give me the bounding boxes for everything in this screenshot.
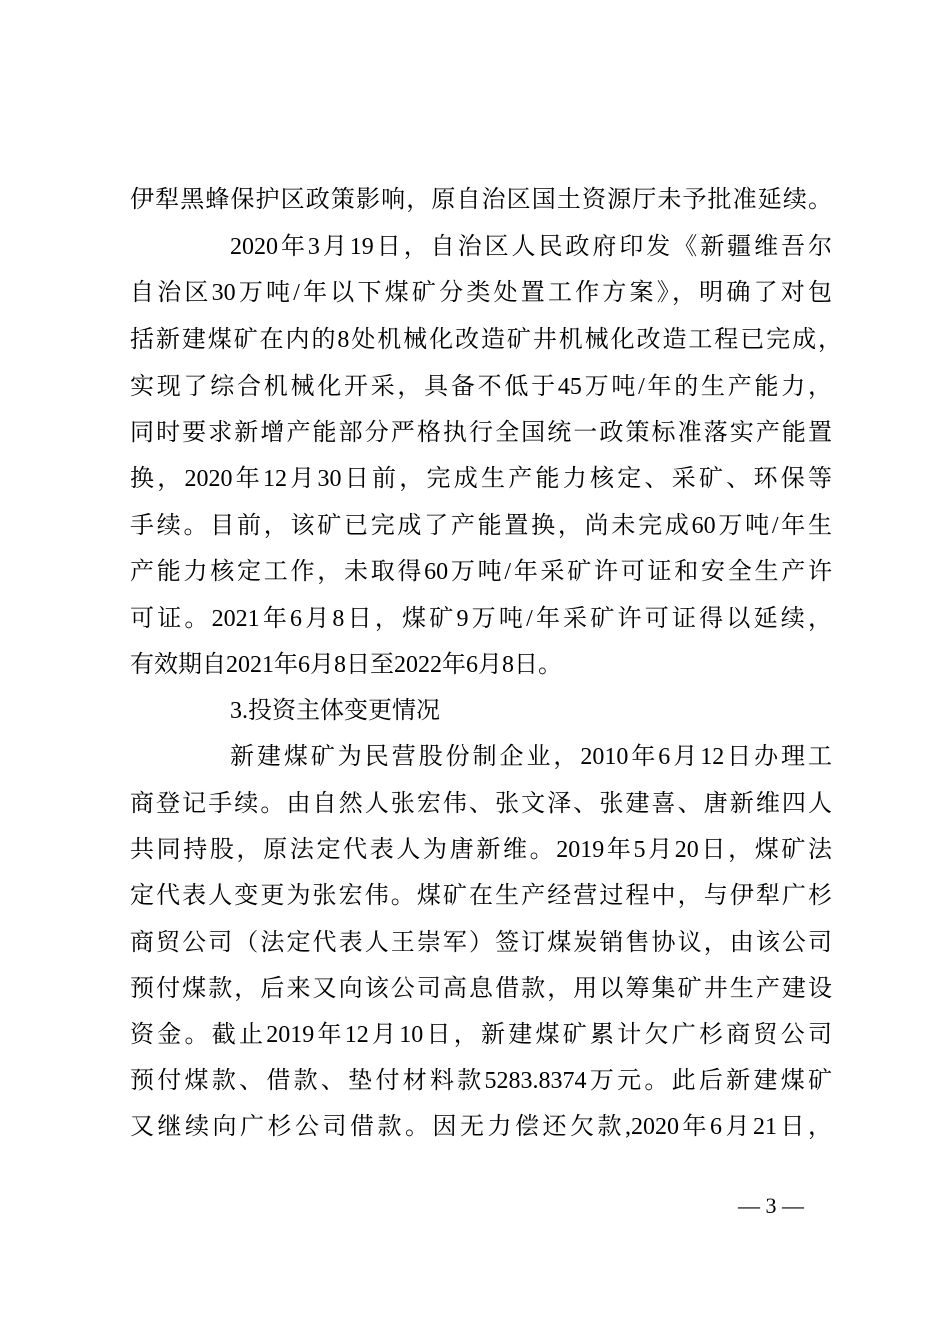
text-line: 2020年3月19日，自治区人民政府印发《新疆维吾尔 <box>230 234 832 260</box>
text-line: 手续。目前，该矿已完成了产能置换，尚未完成60万吨/年生 <box>130 513 832 539</box>
text-line: 预付煤款、借款、垫付材料款5283.8374万元。此后新建煤矿 <box>130 1068 832 1094</box>
page-number: — 3 — <box>738 1193 804 1218</box>
text-line: 定代表人变更为张宏伟。煤矿在生产经营过程中，与伊犁广杉 <box>130 883 832 909</box>
section-heading: 3.投资主体变更情况 <box>230 698 440 724</box>
text-line: 同时要求新增产能部分严格执行全国统一政策标准落实产能置 <box>130 420 832 446</box>
text-line: 换，2020年12月30日前，完成生产能力核定、采矿、环保等 <box>130 466 832 492</box>
text-line: 预付煤款，后来又向该公司高息借款，用以筹集矿井生产建设 <box>130 976 832 1002</box>
text-line: 商登记手续。由自然人张宏伟、张文泽、张建喜、唐新维四人 <box>130 791 832 817</box>
text-line: 资金。截止2019年12月10日，新建煤矿累计欠广杉商贸公司 <box>130 1022 832 1048</box>
text-line: 实现了综合机械化开采，具备不低于45万吨/年的生产能力， <box>130 374 832 400</box>
text-line: 又继续向广杉公司借款。因无力偿还欠款,2020年6月21日， <box>130 1114 832 1140</box>
text-line: 共同持股，原法定代表人为唐新维。2019年5月20日，煤矿法 <box>130 837 832 863</box>
text-line: 新建煤矿为民营股份制企业，2010年6月12日办理工 <box>230 744 832 770</box>
text-line: 商贸公司（法定代表人王崇军）签订煤炭销售协议，由该公司 <box>130 930 832 956</box>
text-line: 可证。2021年6月8日，煤矿9万吨/年采矿许可证得以延续， <box>130 606 832 632</box>
text-line: 产能力核定工作，未取得60万吨/年采矿许可证和安全生产许 <box>130 559 832 585</box>
text-line: 伊犁黑蜂保护区政策影响，原自治区国土资源厅未予批准延续。 <box>130 187 832 213</box>
text-line: 有效期自2021年6月8日至2022年6月8日。 <box>130 652 562 678</box>
text-line: 自治区30万吨/年以下煤矿分类处置工作方案》，明确了对包 <box>130 280 832 306</box>
text-line: 括新建煤矿在内的8处机械化改造矿井机械化改造工程已完成， <box>130 327 842 353</box>
